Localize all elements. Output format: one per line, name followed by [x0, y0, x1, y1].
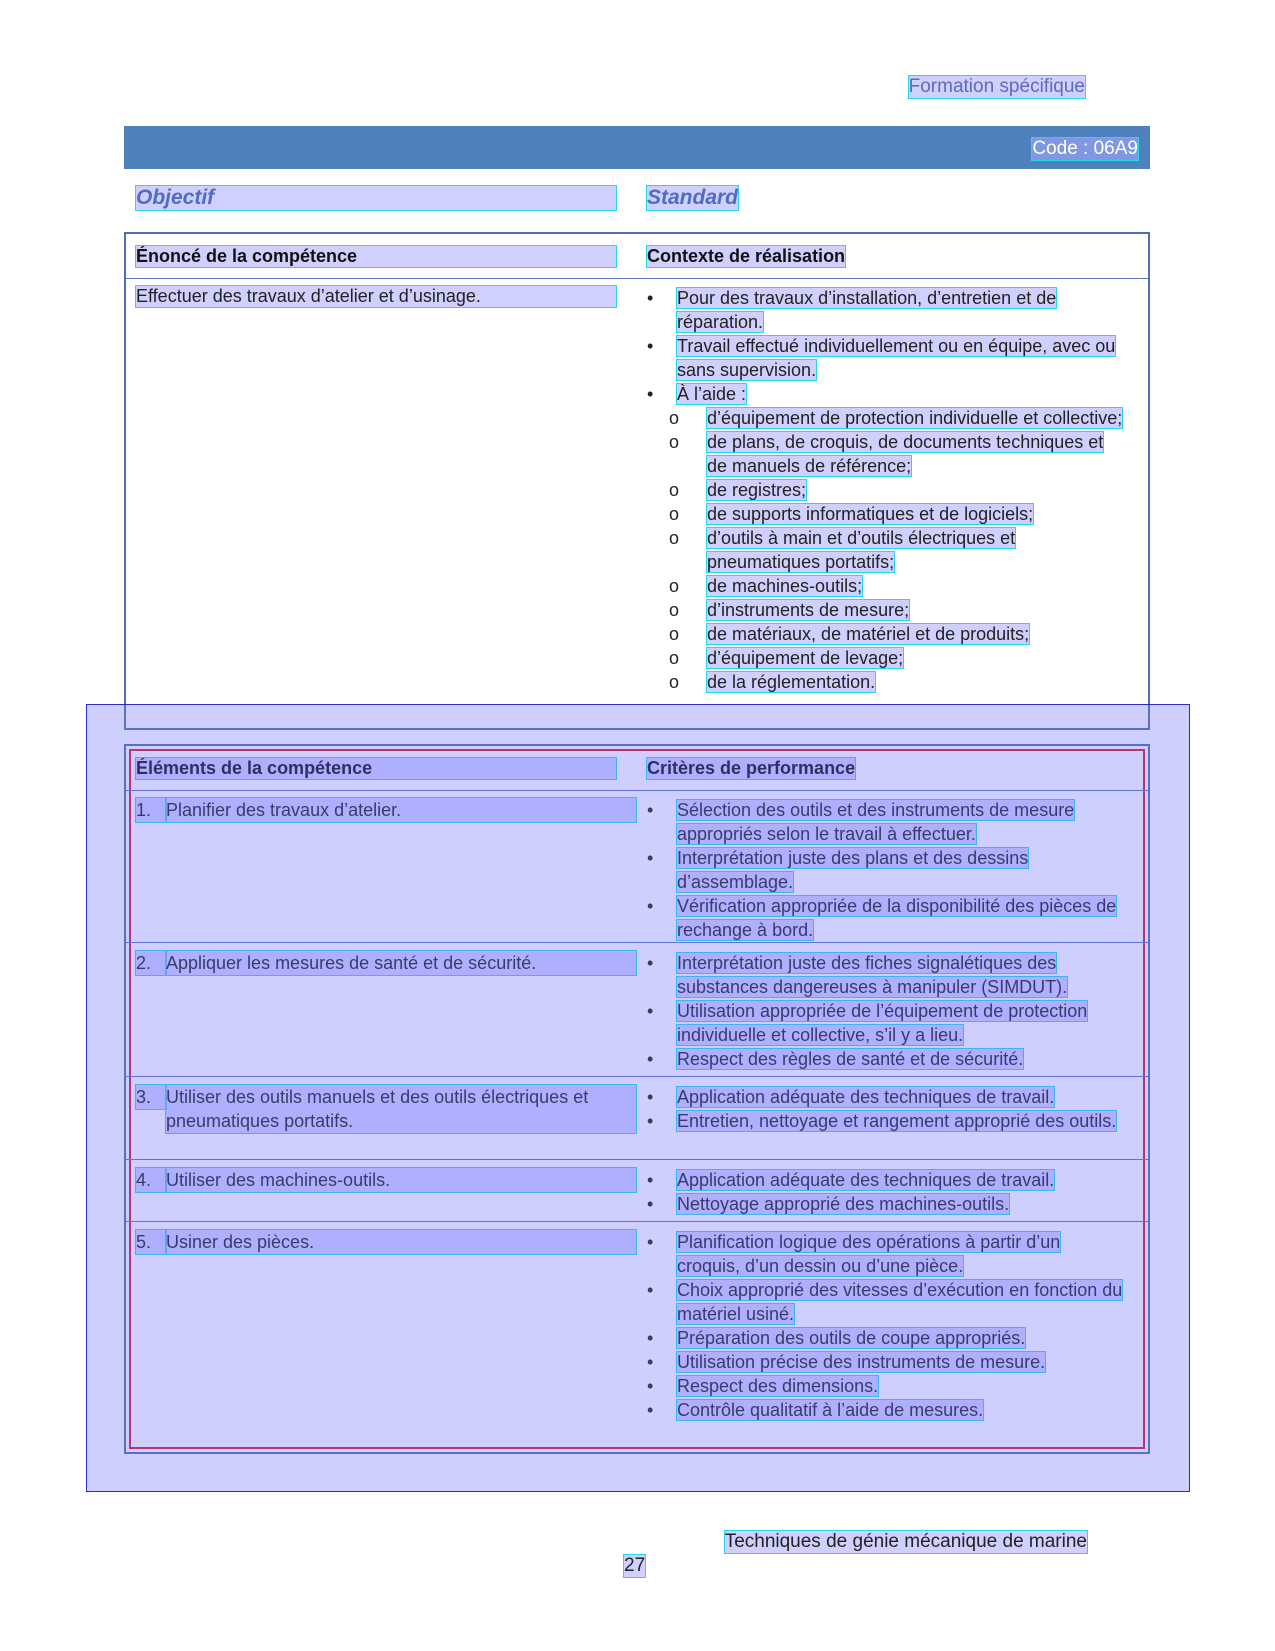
context-item	[647, 286, 1123, 334]
criteria-text: Application adéquate des techniques de travail.	[677, 1170, 1055, 1190]
sub-bullet-icon: o	[669, 528, 680, 548]
criteria-text: Utilisation appropriée de l’équipement de protection individuelle et collective, s’il y a lieu.	[677, 1001, 1088, 1045]
table-divider	[126, 278, 1148, 279]
sub-bullet-icon: o	[669, 600, 680, 620]
sub-bullet-icon: o	[669, 408, 680, 428]
criteria-text: Respect des dimensions.	[677, 1376, 879, 1396]
competency-code: Code : 06A9	[1032, 138, 1138, 159]
criteria-text: Entretien, nettoyage et rangement approprié des outils.	[677, 1111, 1117, 1131]
bullet-icon: •	[647, 848, 654, 868]
context-item-text: Travail effectué individuellement ou en équipe, avec ou sans supervision.	[677, 336, 1116, 380]
criteria-text: Application adéquate des techniques de travail.	[677, 1087, 1055, 1107]
bullet-icon: •	[647, 384, 654, 404]
sub-bullet-icon: o	[669, 504, 680, 524]
bullet-icon: •	[647, 896, 654, 916]
context-item-text: de matériaux, de matériel et de produits;	[707, 624, 1030, 644]
element-text: Usiner des pièces.	[166, 1230, 636, 1254]
bullet-icon: •	[647, 1352, 654, 1372]
context-item-text: d’équipement de protection individuelle et collective;	[707, 408, 1123, 428]
bullet-icon: •	[647, 336, 654, 356]
sub-bullet-icon: o	[669, 672, 680, 692]
bullet-icon: •	[647, 1280, 654, 1300]
context-item	[647, 670, 1123, 694]
code-header-bar	[124, 126, 1150, 169]
context-item	[647, 526, 1123, 574]
element-text: Planifier des travaux d’atelier.	[166, 798, 636, 822]
sub-bullet-icon: o	[669, 432, 680, 452]
competence-statement-header: Énoncé de la compétence	[136, 246, 616, 267]
bullet-icon: •	[647, 1194, 654, 1214]
elements-header: Éléments de la compétence	[136, 758, 616, 779]
program-type-label: Formation spécifique	[908, 76, 1085, 97]
context-item-text: d’outils à main et d’outils électriques et pneumatiques portatifs;	[707, 528, 1016, 572]
element-text: Utiliser des machines-outils.	[166, 1168, 636, 1192]
sub-bullet-icon: o	[669, 624, 680, 644]
bullet-icon: •	[647, 1232, 654, 1252]
context-item-text: d’instruments de mesure;	[707, 600, 910, 620]
criteria-text: Respect des règles de santé et de sécurité.	[677, 1049, 1024, 1069]
criteria-text: Interprétation juste des plans et des dessins d’assemblage.	[677, 848, 1029, 892]
element-number: 1.	[136, 798, 166, 822]
bullet-icon: •	[647, 953, 654, 973]
program-name-footer: Techniques de génie mécanique de marine	[724, 1531, 1087, 1552]
sub-bullet-icon: o	[669, 576, 680, 596]
context-item	[647, 502, 1123, 526]
element-number: 3.	[136, 1085, 166, 1109]
criteria-text: Vérification appropriée de la disponibilité des pièces de rechange à bord.	[677, 896, 1117, 940]
criteria-text: Contrôle qualitatif à l’aide de mesures.	[677, 1400, 984, 1420]
selection-highlight	[86, 704, 1190, 1492]
element-text: Appliquer les mesures de santé et de sécurité.	[166, 951, 636, 975]
context-item	[647, 646, 1123, 670]
element-number: 2.	[136, 951, 166, 975]
bullet-icon: •	[647, 1170, 654, 1190]
context-item	[647, 430, 1123, 478]
sub-bullet-icon: o	[669, 480, 680, 500]
element-text: Utiliser des outils manuels et des outils électriques et pneumatiques portatifs.	[166, 1085, 636, 1133]
page-number: 27	[624, 1555, 646, 1576]
context-list	[647, 286, 1123, 694]
standard-label: Standard	[647, 186, 739, 209]
context-item-text: d’équipement de levage;	[707, 648, 904, 668]
context-item	[647, 406, 1123, 430]
competence-statement: Effectuer des travaux d’atelier et d’usinage.	[136, 286, 616, 307]
context-item	[647, 382, 1123, 406]
element-number: 4.	[136, 1168, 166, 1192]
bullet-icon: •	[647, 1049, 654, 1069]
sub-bullet-icon: o	[669, 648, 680, 668]
context-item-text: de machines-outils;	[707, 576, 863, 596]
bullet-icon: •	[647, 288, 654, 308]
criteria-text: Sélection des outils et des instruments de mesure appropriés selon le travail à effectuer.	[677, 800, 1075, 844]
context-item-text: de registres;	[707, 480, 807, 500]
criteria-text: Nettoyage approprié des machines-outils.	[677, 1194, 1010, 1214]
criteria-text: Préparation des outils de coupe appropriés.	[677, 1328, 1026, 1348]
context-item-text: de supports informatiques et de logiciels;	[707, 504, 1034, 524]
bullet-icon: •	[647, 1001, 654, 1021]
context-item	[647, 334, 1123, 382]
context-item	[647, 478, 1123, 502]
objective-label: Objectif	[136, 186, 616, 210]
criteria-text: Choix approprié des vitesses d’exécution en fonction du matériel usiné.	[677, 1280, 1123, 1324]
element-number: 5.	[136, 1230, 166, 1254]
context-item	[647, 622, 1123, 646]
competence-statement-table	[124, 232, 1150, 730]
bullet-icon: •	[647, 1328, 654, 1348]
context-item-text: de la réglementation.	[707, 672, 876, 692]
performance-criteria-header: Critères de performance	[647, 758, 856, 778]
context-item-text: de plans, de croquis, de documents techniques et de manuels de référence;	[707, 432, 1104, 476]
context-item-text: À l’aide :	[677, 384, 747, 404]
context-item-text: Pour des travaux d’installation, d’entretien et de réparation.	[677, 288, 1057, 332]
criteria-text: Interprétation juste des fiches signalétiques des substances dangereuses à manipuler (SIMDUT).	[677, 953, 1068, 997]
context-item	[647, 574, 1123, 598]
bullet-icon: •	[647, 1400, 654, 1420]
criteria-text: Planification logique des opérations à partir d’un croquis, d’un dessin ou d’une pièce.	[677, 1232, 1061, 1276]
bullet-icon: •	[647, 800, 654, 820]
bullet-icon: •	[647, 1087, 654, 1107]
bullet-icon: •	[647, 1376, 654, 1396]
context-item	[647, 598, 1123, 622]
criteria-text: Utilisation précise des instruments de mesure.	[677, 1352, 1046, 1372]
context-header: Contexte de réalisation	[647, 246, 846, 266]
bullet-icon: •	[647, 1111, 654, 1131]
